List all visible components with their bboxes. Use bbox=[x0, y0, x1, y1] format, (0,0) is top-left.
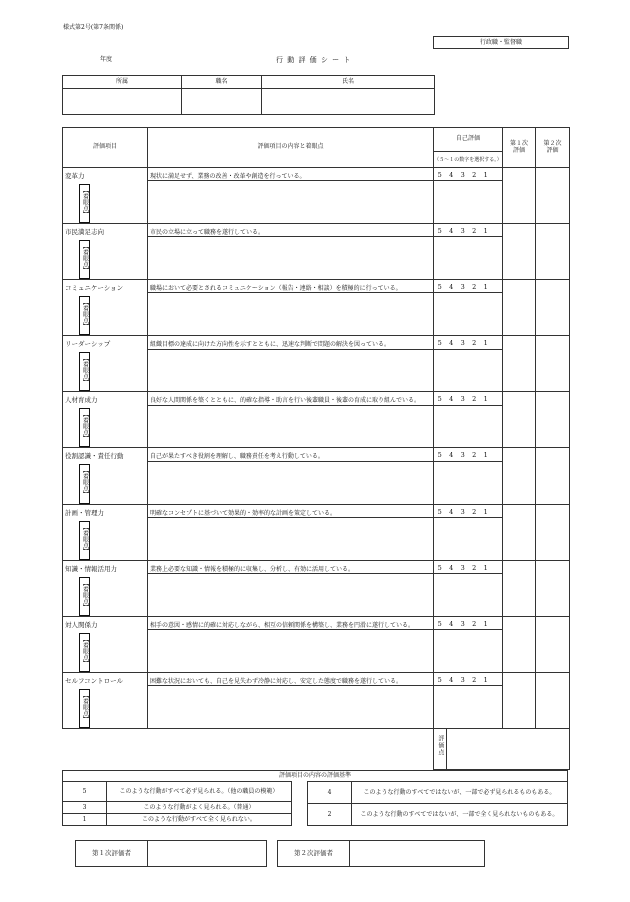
first-eval-cell[interactable] bbox=[503, 504, 536, 560]
score-option[interactable]: 4 bbox=[449, 395, 454, 404]
score-option[interactable]: 1 bbox=[483, 283, 488, 292]
criteria-title: 評価項目の内容の評価基準 bbox=[62, 770, 568, 781]
score-option[interactable]: 2 bbox=[472, 171, 477, 179]
first-evaluator-field[interactable] bbox=[148, 841, 266, 866]
col-second-header: 第２次 評価 bbox=[536, 128, 570, 168]
score-option[interactable]: 4 bbox=[449, 171, 454, 179]
first-evaluator-label: 第１次評価者 bbox=[76, 841, 148, 866]
item-name: 計画・管理力 bbox=[65, 508, 104, 517]
first-eval-cell[interactable] bbox=[503, 672, 536, 728]
score-option[interactable]: 1 bbox=[483, 507, 488, 516]
self-score-field[interactable] bbox=[434, 237, 503, 280]
criteria-left bbox=[62, 781, 292, 826]
item-row bbox=[63, 448, 570, 461]
item-content: 組織目標の達成に向けた方向性を示すとともに、迅速な判断で問題の解決を図っている。 bbox=[148, 336, 434, 349]
total-score-field[interactable] bbox=[447, 729, 569, 769]
score-option[interactable]: 2 bbox=[472, 563, 477, 572]
item-row bbox=[63, 168, 570, 181]
item-name: 人材育成力 bbox=[65, 396, 98, 405]
item-name: 市民満足志向 bbox=[65, 228, 104, 237]
item-cell bbox=[63, 448, 148, 504]
second-eval-cell[interactable] bbox=[536, 560, 570, 616]
col-first-header: 第１次 評価 bbox=[503, 128, 536, 168]
second-evaluator-label: 第２次評価者 bbox=[278, 841, 350, 866]
total-score-label: 評価点 bbox=[434, 729, 447, 769]
item-focus-notes[interactable] bbox=[148, 630, 434, 673]
score-option[interactable]: 3 bbox=[460, 451, 465, 460]
first-eval-cell[interactable] bbox=[503, 224, 536, 280]
item-cell bbox=[63, 224, 148, 280]
self-score-field[interactable] bbox=[434, 293, 503, 336]
item-name: コミュニケーション bbox=[65, 284, 124, 293]
first-eval-cell[interactable] bbox=[503, 336, 536, 392]
second-eval-cell[interactable] bbox=[536, 392, 570, 448]
score-option[interactable]: 1 bbox=[483, 227, 488, 236]
focus-point-bracket: 【着眼点】 bbox=[79, 296, 90, 335]
second-evaluator-field[interactable] bbox=[350, 841, 484, 866]
criteria-text: このような行動のすべてではないが、一部で必ず見られるものもある。 bbox=[352, 782, 568, 804]
score-option[interactable]: 2 bbox=[472, 227, 477, 236]
self-score-field[interactable] bbox=[434, 573, 503, 616]
self-score-options[interactable] bbox=[434, 280, 503, 293]
focus-point-bracket: 【着眼点】 bbox=[79, 633, 90, 672]
first-eval-cell[interactable] bbox=[503, 560, 536, 616]
first-eval-cell[interactable] bbox=[503, 168, 536, 224]
first-eval-cell[interactable] bbox=[503, 280, 536, 336]
self-score-options[interactable] bbox=[434, 168, 503, 181]
criteria-text: このような行動がよく見られる。（普通） bbox=[107, 802, 292, 814]
item-cell bbox=[63, 168, 148, 224]
score-option[interactable]: 4 bbox=[449, 563, 454, 572]
score-option[interactable]: 2 bbox=[472, 339, 477, 348]
criteria-score: 2 bbox=[308, 804, 352, 826]
self-score-options[interactable] bbox=[434, 224, 503, 237]
score-option[interactable]: 2 bbox=[472, 507, 477, 516]
score-option[interactable]: 5 bbox=[437, 563, 442, 572]
score-option[interactable]: 2 bbox=[472, 451, 477, 460]
score-option[interactable]: 4 bbox=[449, 451, 454, 460]
evaluation-table bbox=[62, 127, 570, 770]
item-content: 業務上必要な知識・情報を積極的に収集し、分析し、有効に活用している。 bbox=[148, 560, 434, 573]
item-focus-notes[interactable] bbox=[148, 686, 434, 729]
score-option[interactable]: 1 bbox=[483, 395, 488, 404]
item-focus-notes[interactable] bbox=[148, 349, 434, 392]
item-focus-notes[interactable] bbox=[148, 405, 434, 448]
criteria-score: 1 bbox=[63, 814, 107, 826]
score-option[interactable]: 5 bbox=[437, 227, 442, 236]
item-row bbox=[63, 616, 570, 629]
total-score-row bbox=[434, 728, 570, 769]
score-option[interactable]: 1 bbox=[483, 171, 488, 179]
item-content: 困難な状況においても、自己を見失わず冷静に対応し、安定した態度で職務を遂行している。 bbox=[148, 672, 434, 685]
score-option[interactable]: 2 bbox=[472, 675, 477, 684]
col-item-header: 評価項目 bbox=[63, 128, 148, 168]
item-focus-notes[interactable] bbox=[148, 573, 434, 616]
first-evaluator-box bbox=[75, 840, 267, 867]
item-name: リーダーシップ bbox=[65, 340, 111, 349]
score-option[interactable]: 3 bbox=[460, 339, 465, 348]
focus-point-bracket: 【着眼点】 bbox=[79, 352, 90, 391]
item-name: 知識・情報活用力 bbox=[65, 564, 117, 573]
focus-point-bracket: 【着眼点】 bbox=[79, 521, 90, 560]
second-eval-cell[interactable] bbox=[536, 336, 570, 392]
score-option[interactable]: 5 bbox=[437, 451, 442, 460]
item-cell bbox=[63, 280, 148, 336]
score-option[interactable]: 1 bbox=[483, 339, 488, 348]
second-eval-cell[interactable] bbox=[536, 616, 570, 672]
item-row bbox=[63, 336, 570, 349]
col-content-header: 評価項目の内容と着眼点 bbox=[148, 128, 434, 168]
score-option[interactable]: 5 bbox=[437, 395, 442, 404]
score-option[interactable]: 3 bbox=[460, 283, 465, 292]
score-option[interactable]: 4 bbox=[449, 507, 454, 516]
score-option[interactable]: 3 bbox=[460, 563, 465, 572]
second-evaluator-box bbox=[277, 840, 485, 867]
second-eval-cell[interactable] bbox=[536, 168, 570, 224]
criteria-text: このような行動がすべて必ず見られる。（他の職員の模範） bbox=[107, 782, 292, 802]
score-option[interactable]: 3 bbox=[460, 675, 465, 684]
score-option[interactable]: 3 bbox=[460, 395, 465, 404]
focus-point-bracket: 【着眼点】 bbox=[79, 577, 90, 616]
item-row bbox=[63, 672, 570, 685]
item-content: 明確なコンセプトに基づいて効果的・効率的な計画を策定している。 bbox=[148, 504, 434, 517]
item-cell bbox=[63, 336, 148, 392]
affiliation-field[interactable] bbox=[63, 89, 182, 115]
self-score-options[interactable] bbox=[434, 616, 503, 629]
item-content: 良好な人間関係を築くとともに、的確な指導・助言を行い後輩職員・後輩の育成に取り組んでいる。 bbox=[148, 392, 434, 405]
self-score-options[interactable] bbox=[434, 560, 503, 573]
criteria-score: 4 bbox=[308, 782, 352, 804]
category-box: 行政職・監督職 bbox=[433, 36, 569, 49]
item-row bbox=[63, 224, 570, 237]
item-row bbox=[63, 560, 570, 573]
item-row bbox=[63, 280, 570, 293]
criteria-score: 5 bbox=[63, 782, 107, 802]
item-name: 対人関係力 bbox=[65, 620, 98, 629]
score-option[interactable]: 3 bbox=[460, 227, 465, 236]
second-eval-cell[interactable] bbox=[536, 224, 570, 280]
focus-point-bracket: 【着眼点】 bbox=[79, 184, 90, 223]
score-option[interactable]: 4 bbox=[449, 675, 454, 684]
self-score-field[interactable] bbox=[434, 461, 503, 504]
score-option[interactable]: 2 bbox=[472, 395, 477, 404]
criteria-text: このような行動がすべて全く見られない。 bbox=[107, 814, 292, 826]
item-cell bbox=[63, 616, 148, 672]
first-eval-cell[interactable] bbox=[503, 392, 536, 448]
score-option[interactable]: 4 bbox=[449, 227, 454, 236]
item-row bbox=[63, 392, 570, 405]
item-focus-notes[interactable] bbox=[148, 293, 434, 336]
item-content: 相手の意図・感情に的確に対応しながら、相互の信頼関係を構築し、業務を円滑に遂行している。 bbox=[148, 616, 434, 629]
page-title: 行 動 評 価 シ ー ト bbox=[276, 56, 352, 64]
item-content: 職場において必要とされるコミュニケーション（報告・連絡・相談）を積極的に行っている。 bbox=[148, 280, 434, 293]
self-score-field[interactable] bbox=[434, 517, 503, 560]
self-score-options[interactable] bbox=[434, 672, 503, 685]
item-cell bbox=[63, 392, 148, 448]
first-eval-cell[interactable] bbox=[503, 448, 536, 504]
second-eval-cell[interactable] bbox=[536, 280, 570, 336]
col-self-header: 自己評価 bbox=[434, 128, 503, 152]
position-header: 職名 bbox=[182, 76, 262, 89]
affiliation-header: 所属 bbox=[63, 76, 182, 89]
score-option[interactable]: 1 bbox=[483, 563, 488, 572]
self-score-options[interactable] bbox=[434, 504, 503, 517]
self-score-options[interactable] bbox=[434, 336, 503, 349]
item-name: セルフコントロール bbox=[65, 676, 124, 685]
self-score-options[interactable] bbox=[434, 392, 503, 405]
score-option[interactable]: 2 bbox=[472, 619, 477, 628]
criteria-text: このような行動のすべてではないが、一部で全く見られないものもある。 bbox=[352, 804, 568, 826]
second-eval-cell[interactable] bbox=[536, 504, 570, 560]
item-focus-notes[interactable] bbox=[148, 237, 434, 280]
criteria-section bbox=[62, 770, 568, 826]
item-content: 自己が果たすべき役割を理解し、職務責任を考え行動している。 bbox=[148, 448, 434, 461]
self-score-field[interactable] bbox=[434, 349, 503, 392]
score-option[interactable]: 5 bbox=[437, 171, 442, 179]
form-label: 様式第2号(第7条関係) bbox=[63, 24, 124, 31]
item-cell bbox=[63, 560, 148, 616]
item-name: 役割認識・責任行動 bbox=[65, 452, 124, 461]
score-option[interactable]: 5 bbox=[437, 339, 442, 348]
item-name: 変革力 bbox=[65, 172, 85, 180]
self-note: （５～１の数字を選択する。） bbox=[434, 152, 503, 168]
score-option[interactable]: 4 bbox=[449, 619, 454, 628]
self-score-field[interactable] bbox=[434, 181, 503, 224]
item-cell bbox=[63, 504, 148, 560]
position-field[interactable] bbox=[182, 89, 262, 115]
score-option[interactable]: 1 bbox=[483, 451, 488, 460]
info-table bbox=[62, 75, 435, 115]
score-option[interactable]: 5 bbox=[437, 675, 442, 684]
item-focus-notes[interactable] bbox=[148, 461, 434, 504]
criteria-score: 3 bbox=[63, 802, 107, 814]
self-score-options[interactable] bbox=[434, 448, 503, 461]
item-content: 現状に満足せず、業務の改善・改革や創造を行っている。 bbox=[148, 168, 434, 181]
self-score-field[interactable] bbox=[434, 630, 503, 673]
score-option[interactable]: 3 bbox=[460, 171, 465, 179]
second-eval-cell[interactable] bbox=[536, 448, 570, 504]
self-score-field[interactable] bbox=[434, 405, 503, 448]
score-option[interactable]: 4 bbox=[449, 283, 454, 292]
score-option[interactable]: 5 bbox=[437, 507, 442, 516]
score-option[interactable]: 4 bbox=[449, 339, 454, 348]
criteria-right bbox=[307, 781, 568, 826]
self-score-field[interactable] bbox=[434, 686, 503, 729]
score-option[interactable]: 1 bbox=[483, 619, 488, 628]
year-label: 年度 bbox=[100, 56, 113, 63]
score-option[interactable]: 1 bbox=[483, 675, 488, 684]
first-eval-cell[interactable] bbox=[503, 616, 536, 672]
focus-point-bracket: 【着眼点】 bbox=[79, 408, 90, 447]
item-cell bbox=[63, 672, 148, 728]
score-option[interactable]: 3 bbox=[460, 619, 465, 628]
item-focus-notes[interactable] bbox=[148, 517, 434, 560]
score-option[interactable]: 5 bbox=[437, 283, 442, 292]
item-content: 市民の立場に立って職務を遂行している。 bbox=[148, 224, 434, 237]
score-option[interactable]: 5 bbox=[437, 619, 442, 628]
item-row bbox=[63, 504, 570, 517]
score-option[interactable]: 2 bbox=[472, 283, 477, 292]
focus-point-bracket: 【着眼点】 bbox=[79, 464, 90, 503]
focus-point-bracket: 【着眼点】 bbox=[79, 240, 90, 279]
name-field[interactable] bbox=[262, 89, 435, 115]
item-focus-notes[interactable] bbox=[148, 181, 434, 224]
second-eval-cell[interactable] bbox=[536, 672, 570, 728]
focus-point-bracket: 【着眼点】 bbox=[79, 689, 90, 728]
score-option[interactable]: 3 bbox=[460, 507, 465, 516]
name-header: 氏名 bbox=[262, 76, 435, 89]
